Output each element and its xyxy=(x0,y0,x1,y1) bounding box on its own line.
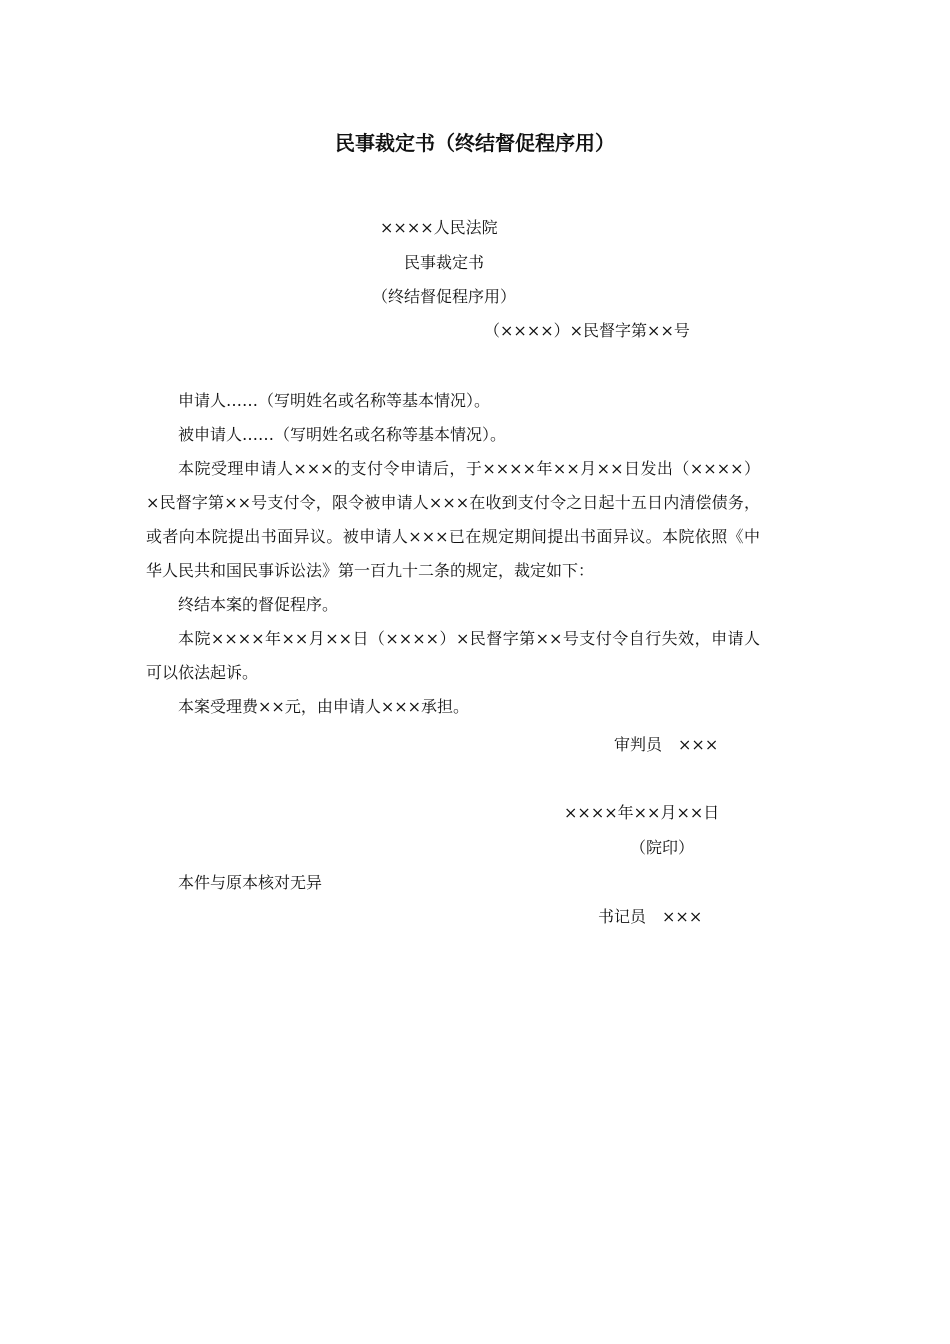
court-name: ××××人民法院 xyxy=(380,218,498,237)
court-seal: （院印） xyxy=(630,838,695,857)
verification-note: 本件与原本核对无异 xyxy=(178,873,323,892)
case-number: （××××）×民督字第××号 xyxy=(484,321,690,340)
ruling-paragraph: 终结本案的督促程序。 xyxy=(178,595,339,614)
respondent-line: 被申请人……（写明姓名或名称等基本情况）。 xyxy=(178,425,507,444)
clerk-signature: 书记员 ××× xyxy=(598,907,703,926)
document-type: 民事裁定书 xyxy=(404,253,485,272)
body-paragraph-1: 本院受理申请人×××的支付令申请后，于××××年××月××日发出（××××）×民督字第××号支付令，限令被申请人×××在收到支付令之日起十五日内清偿债务，或者向本院提出书面异议。被申请人×××已在规定期间提出书面异议。本院依照《中华人民共和国民事诉讼法》第一百九十二条的规定，裁定如下： xyxy=(146,459,760,580)
document-purpose: （终结督促程序用） xyxy=(372,287,517,306)
judge-signature: 审判员 ××× xyxy=(614,735,719,754)
fee-paragraph: 本案受理费××元，由申请人×××承担。 xyxy=(178,697,470,716)
applicant-line: 申请人……（写明姓名或名称等基本情况）。 xyxy=(178,391,491,410)
document-title: 民事裁定书（终结督促程序用） xyxy=(335,131,615,155)
decision-date: ××××年××月××日 xyxy=(564,803,720,822)
body-paragraph-3: 本院××××年××月××日（××××）×民督字第××号支付令自行失效，申请人可以依法起诉。 xyxy=(146,629,760,682)
